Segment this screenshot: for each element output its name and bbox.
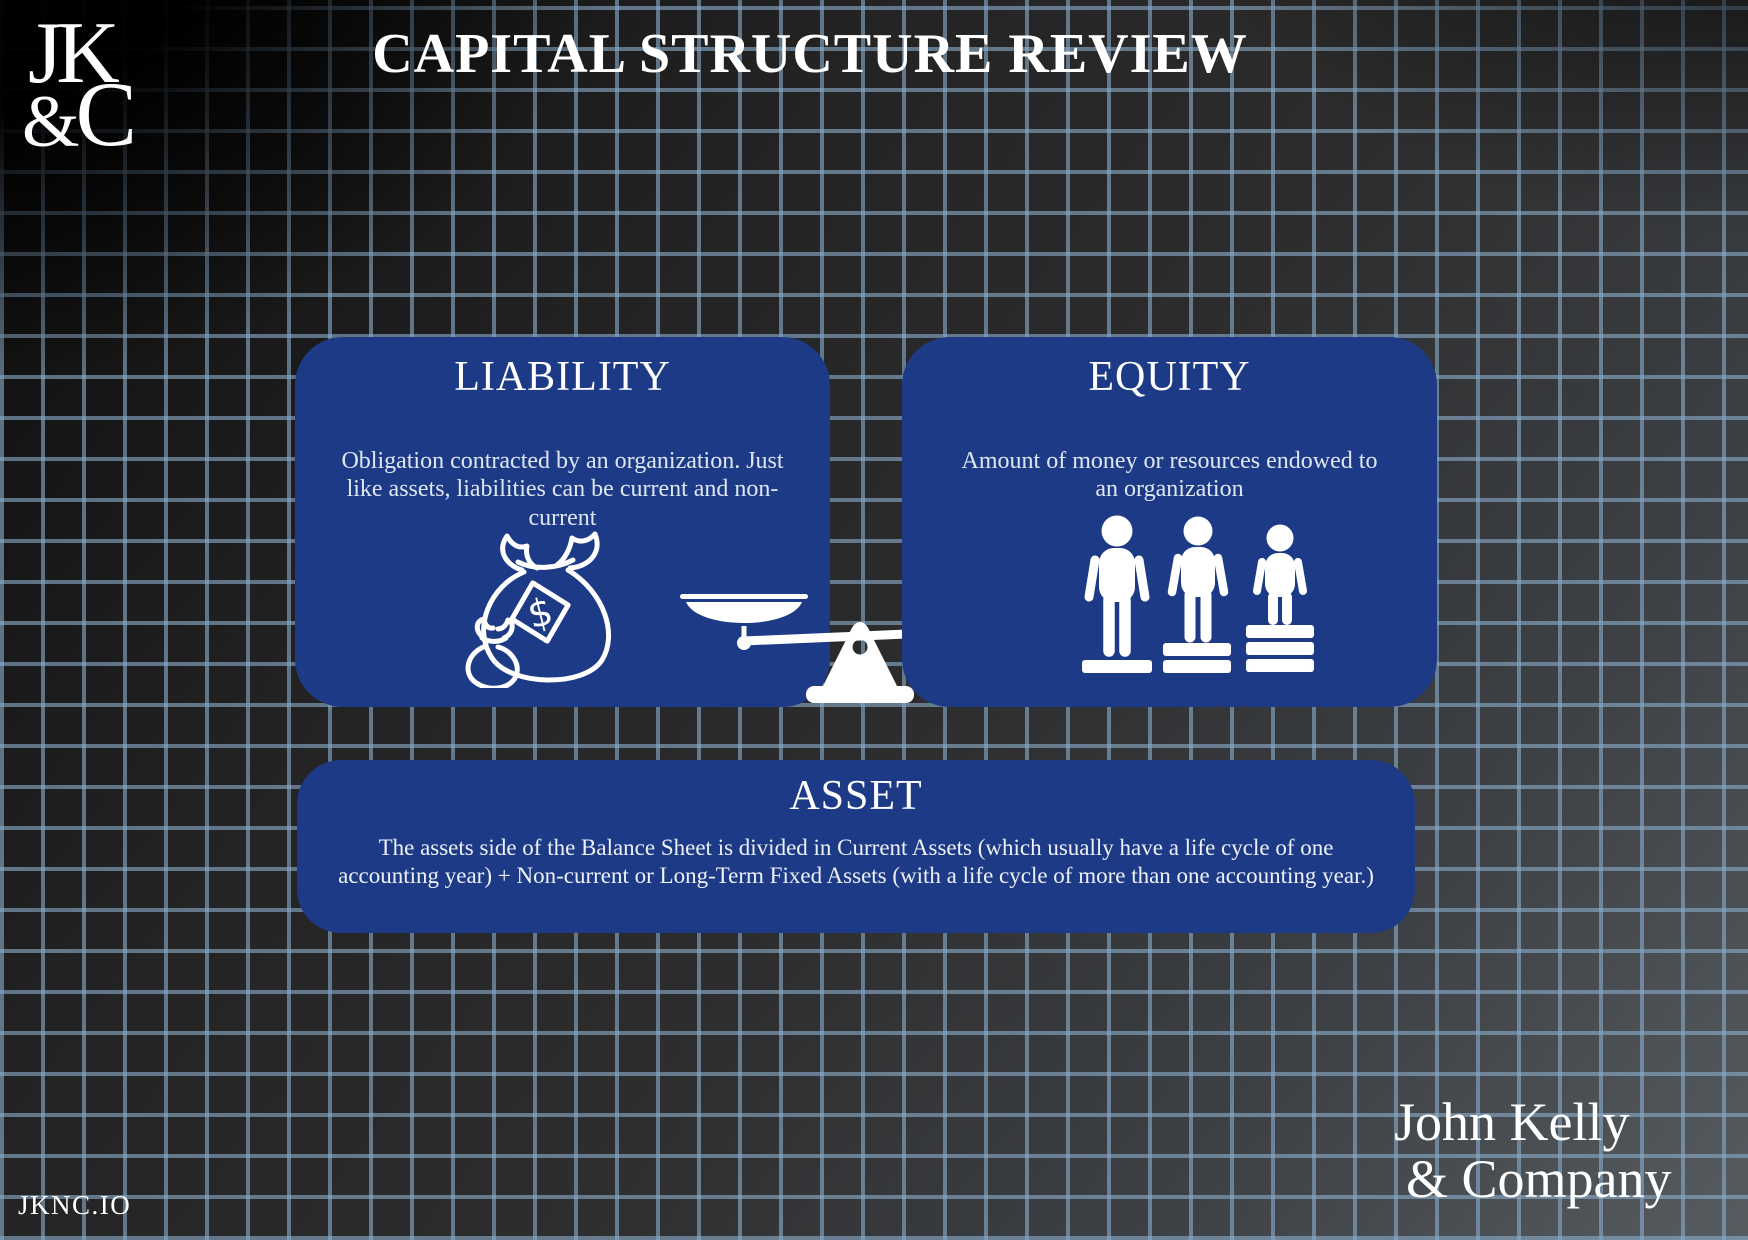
- big-bag-right-knot: [557, 534, 597, 568]
- people-growth-podium-icon: [1078, 498, 1328, 678]
- website-url: JKNC.IO: [18, 1190, 132, 1220]
- money-bags-icon: [452, 526, 627, 688]
- asset-card: [297, 760, 1415, 933]
- person-3: [1246, 525, 1314, 673]
- podium-bar: [1163, 643, 1231, 656]
- logo-jk: JK: [28, 5, 114, 102]
- small-bag-right-knot: [498, 620, 512, 638]
- equity-card-body: Amount of money or resources endowed to an organization: [961, 448, 1378, 503]
- logo-c: C: [75, 62, 137, 165]
- podium-bar: [1163, 660, 1231, 673]
- scale-base: [806, 686, 914, 703]
- left-pan-rim: [680, 594, 808, 599]
- podium-bar: [1246, 659, 1314, 672]
- asset-card-body: The assets side of the Balance Sheet is divided in Current Assets (which usually have a life cycle of one accounting year) + Non-current or Long-Term Fixed Assets (with a life cycle of more than one accounting year.): [338, 835, 1374, 889]
- logo-ampersand: &: [22, 81, 80, 164]
- company-wordmark: [1394, 1094, 1672, 1208]
- person-2: [1163, 517, 1231, 674]
- liability-card-title: LIABILITY: [454, 354, 671, 400]
- person-1: [1082, 516, 1152, 674]
- podium-bar: [1246, 642, 1314, 655]
- liability-card-body: Obligation contracted by an organization. Just like assets, liabilities can be current and non-current: [341, 448, 784, 531]
- left-pan-bowl: [686, 602, 802, 623]
- page-title: CAPITAL STRUCTURE REVIEW: [372, 23, 1248, 85]
- asset-card-title: ASSET: [789, 773, 923, 819]
- podium-bar: [1082, 660, 1152, 673]
- company-name-line2: & Company: [1406, 1149, 1672, 1210]
- podium-bar: [1246, 625, 1314, 638]
- dollar-sign: $: [523, 588, 558, 638]
- equity-card-title: EQUITY: [1088, 354, 1251, 400]
- company-name-line1: John Kelly: [1394, 1092, 1630, 1152]
- small-bag-body: [468, 646, 517, 688]
